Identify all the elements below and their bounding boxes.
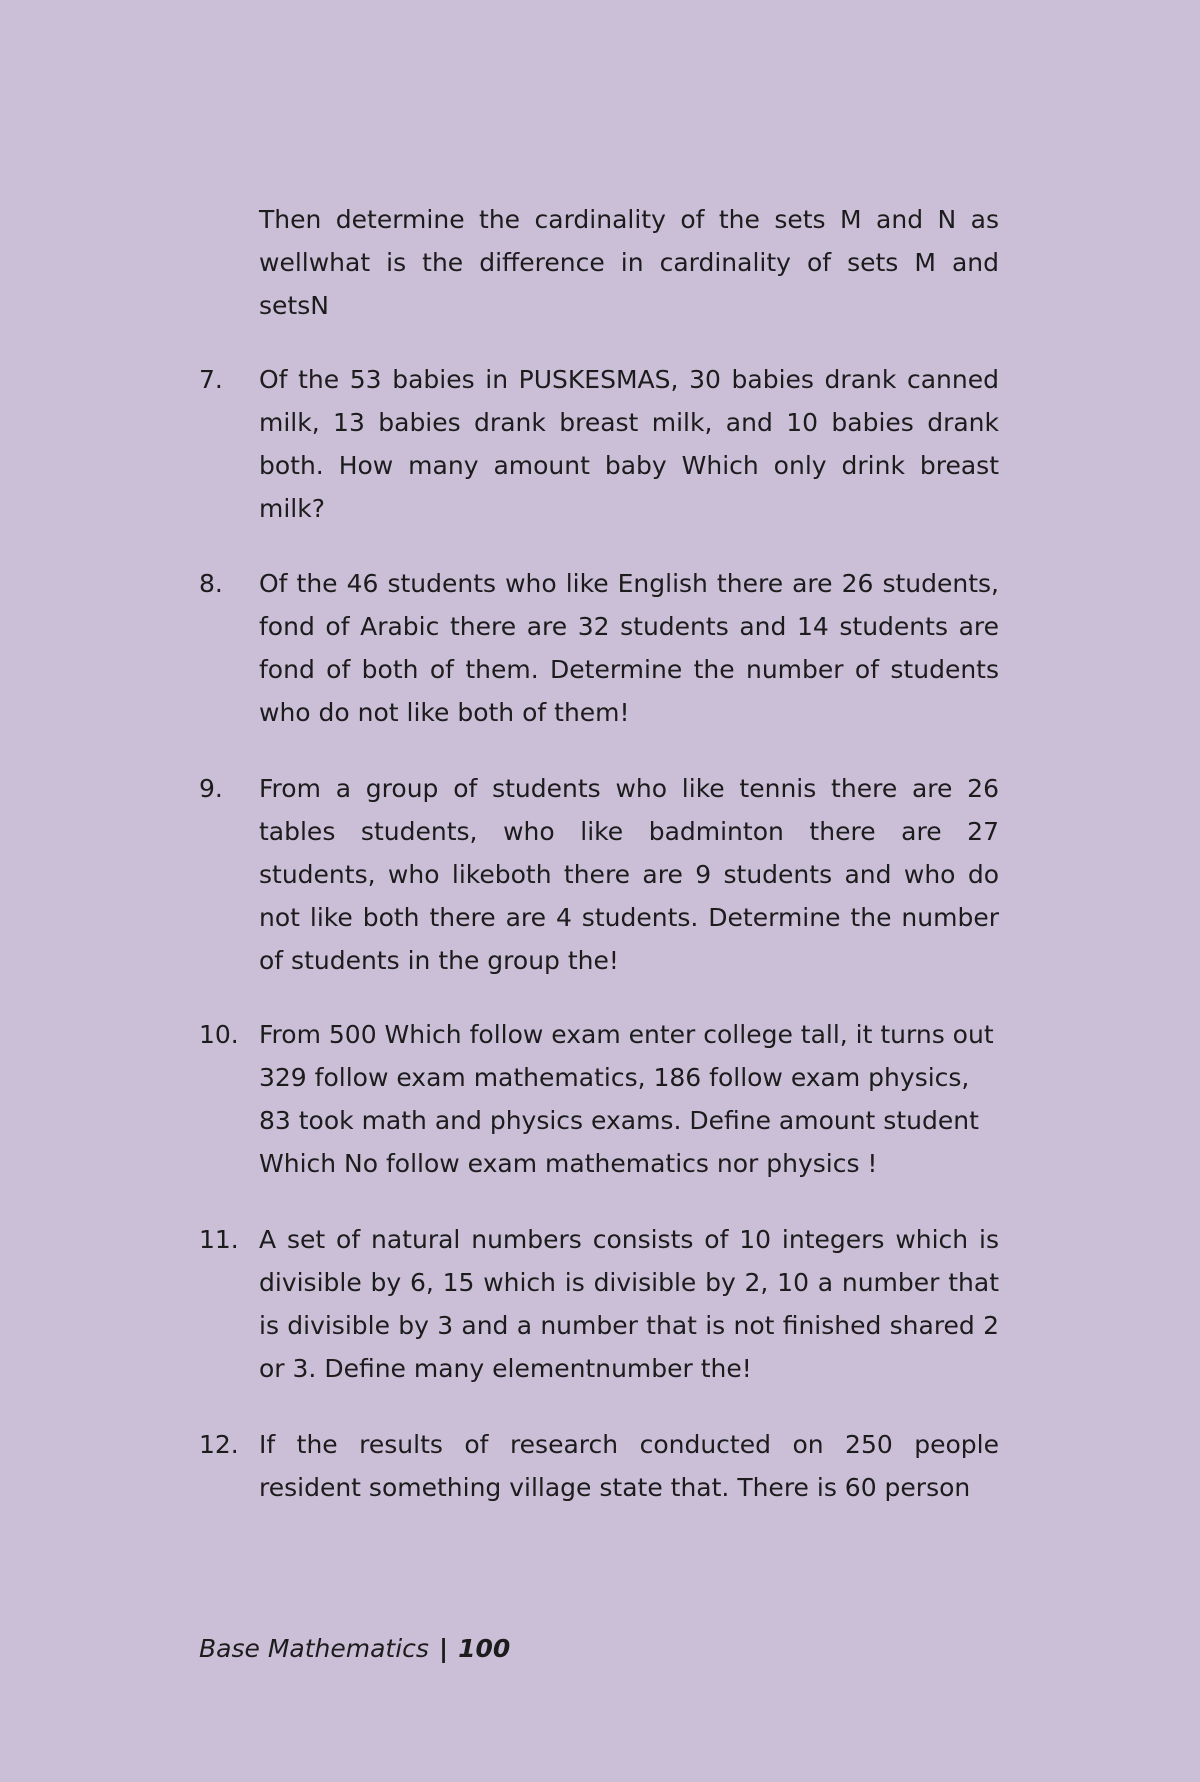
question-number: 8. (199, 569, 223, 598)
question-number: 7. (199, 365, 223, 394)
question-7 (199, 358, 999, 530)
question-number: 9. (199, 774, 223, 803)
page-number: 100 (458, 1634, 511, 1663)
question-text: Of the 53 babies in PUSKESMAS, 30 babies drank canned milk, 13 babies drank breast milk, and 10 babies drank both. How many amount baby Which only drink breast milk? (259, 365, 999, 523)
intro-text: Then determine the cardinality of the sets M and N as wellwhat is the difference in cardinality of sets M and setsN (259, 205, 999, 320)
question-9 (199, 767, 999, 982)
question-text: Of the 46 students who like English there are 26 students, fond of Arabic there are 32 students and 14 students are fond of both of them. Determine the number of students who do not like both of them! (259, 569, 999, 727)
question-number: 11. (199, 1225, 239, 1254)
footer-separator: | (438, 1634, 449, 1663)
page-footer (199, 1629, 510, 1669)
question-8 (199, 562, 999, 734)
book-title: Base Mathematics (199, 1634, 429, 1663)
question-text: From 500 Which follow exam enter college tall, it turns out 329 follow exam mathematics, 186 follow exam physics, 83 took math and physics exams. Define amount student Which No follow exam mathematics nor physics ! (259, 1020, 994, 1178)
question-text: From a group of students who like tennis there are 26 tables students, who like badminton there are 27 students, who likeboth there are 9 students and who do not like both there are 4 students. Determine the number of students in the group the! (259, 774, 999, 975)
question-10 (199, 1013, 999, 1185)
question-text: If the results of research conducted on 250 people resident something village state that. There is 60 person (259, 1430, 999, 1502)
intro-paragraph (199, 198, 999, 327)
question-number: 10. (199, 1020, 239, 1049)
question-text: A set of natural numbers consists of 10 integers which is divisible by 6, 15 which is divisible by 2, 10 a number that is divisible by 3 and a number that is not finished shared 2 or 3. Define many elementnumber the! (259, 1225, 999, 1383)
question-12 (199, 1423, 999, 1509)
question-11 (199, 1218, 999, 1390)
question-number: 12. (199, 1430, 239, 1459)
